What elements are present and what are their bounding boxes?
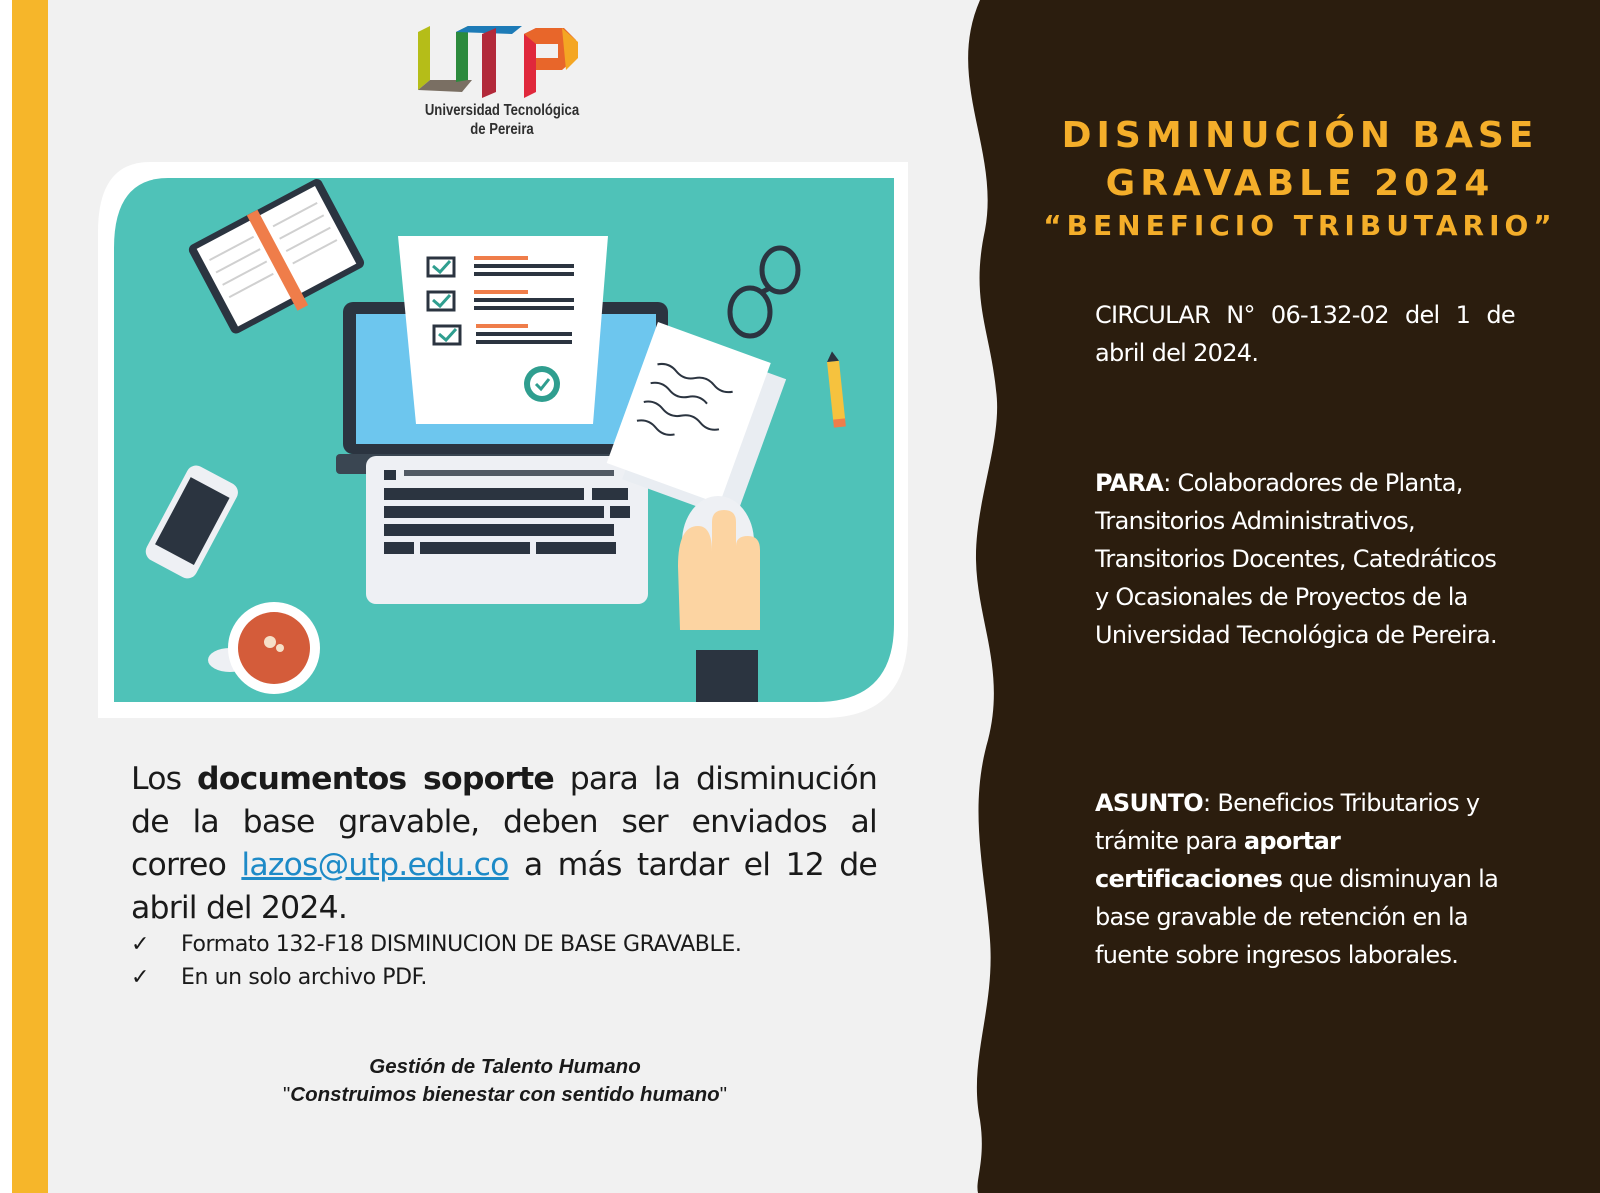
paragraph-text: para la disminución de la base gravable, deben ser enviados al correo xyxy=(131,761,877,883)
slogan-text: Construimos bienestar con sentido humano xyxy=(290,1083,720,1106)
edge-stripe xyxy=(0,0,12,1193)
list-item xyxy=(131,961,871,994)
asunto-section xyxy=(1095,784,1515,974)
university-name-line2: de Pereira xyxy=(470,121,534,138)
workspace-illustration xyxy=(98,162,908,718)
asunto-label: ASUNTO xyxy=(1095,789,1204,817)
title-line1: DISMINUCIÓN BASE xyxy=(1061,115,1539,156)
instructions-paragraph xyxy=(131,758,877,930)
page-title xyxy=(1010,112,1590,244)
para-text: : Colaboradores de Planta, Transitorios Administrativos, Transitorios Docentes, Catedráticos y Ocasionales de Proyectos de la Universidad Tecnológica de Pereira. xyxy=(1095,469,1497,649)
title-line3: “BENEFICIO TRIBUTARIO” xyxy=(1043,209,1557,242)
quote-mark: " xyxy=(719,1083,727,1106)
email-link[interactable]: lazos@utp.edu.co xyxy=(241,847,509,883)
department-name: Gestión de Talento Humano xyxy=(369,1055,641,1078)
asunto-emphasis: aportar certificaciones xyxy=(1095,827,1341,893)
slogan xyxy=(230,1081,780,1109)
university-name xyxy=(392,101,612,139)
university-name-line1: Universidad Tecnológica xyxy=(424,102,580,119)
accent-stripe xyxy=(12,0,48,1193)
list-item-text: En un solo archivo PDF. xyxy=(181,965,427,990)
asunto-text: que disminuyan la base gravable de retención en la fuente sobre ingresos laborales. xyxy=(1095,865,1499,969)
check-icon: ✓ xyxy=(131,932,150,957)
requirements-list xyxy=(131,928,871,994)
check-icon: ✓ xyxy=(131,965,150,990)
quote-mark: " xyxy=(283,1083,291,1106)
checklist-document xyxy=(398,236,608,424)
paragraph-emphasis: documentos soporte xyxy=(197,761,554,797)
asunto-text: : Beneficios Tributarios y trámite para xyxy=(1095,789,1480,855)
title-line2: GRAVABLE 2024 xyxy=(1105,163,1495,204)
paragraph-text: Los xyxy=(131,761,198,797)
para-section xyxy=(1095,464,1515,654)
list-item xyxy=(131,928,871,961)
paragraph-text: a más tardar el 12 de abril del 2024. xyxy=(131,847,878,926)
list-item-text: Formato 132-F18 DISMINUCION DE BASE GRAVABLE. xyxy=(181,932,742,957)
para-label: PARA xyxy=(1095,469,1164,497)
circular-reference: CIRCULAR N° 06-132-02 del 1 de abril del 2024. xyxy=(1095,301,1515,367)
footer-signature xyxy=(230,1053,780,1109)
